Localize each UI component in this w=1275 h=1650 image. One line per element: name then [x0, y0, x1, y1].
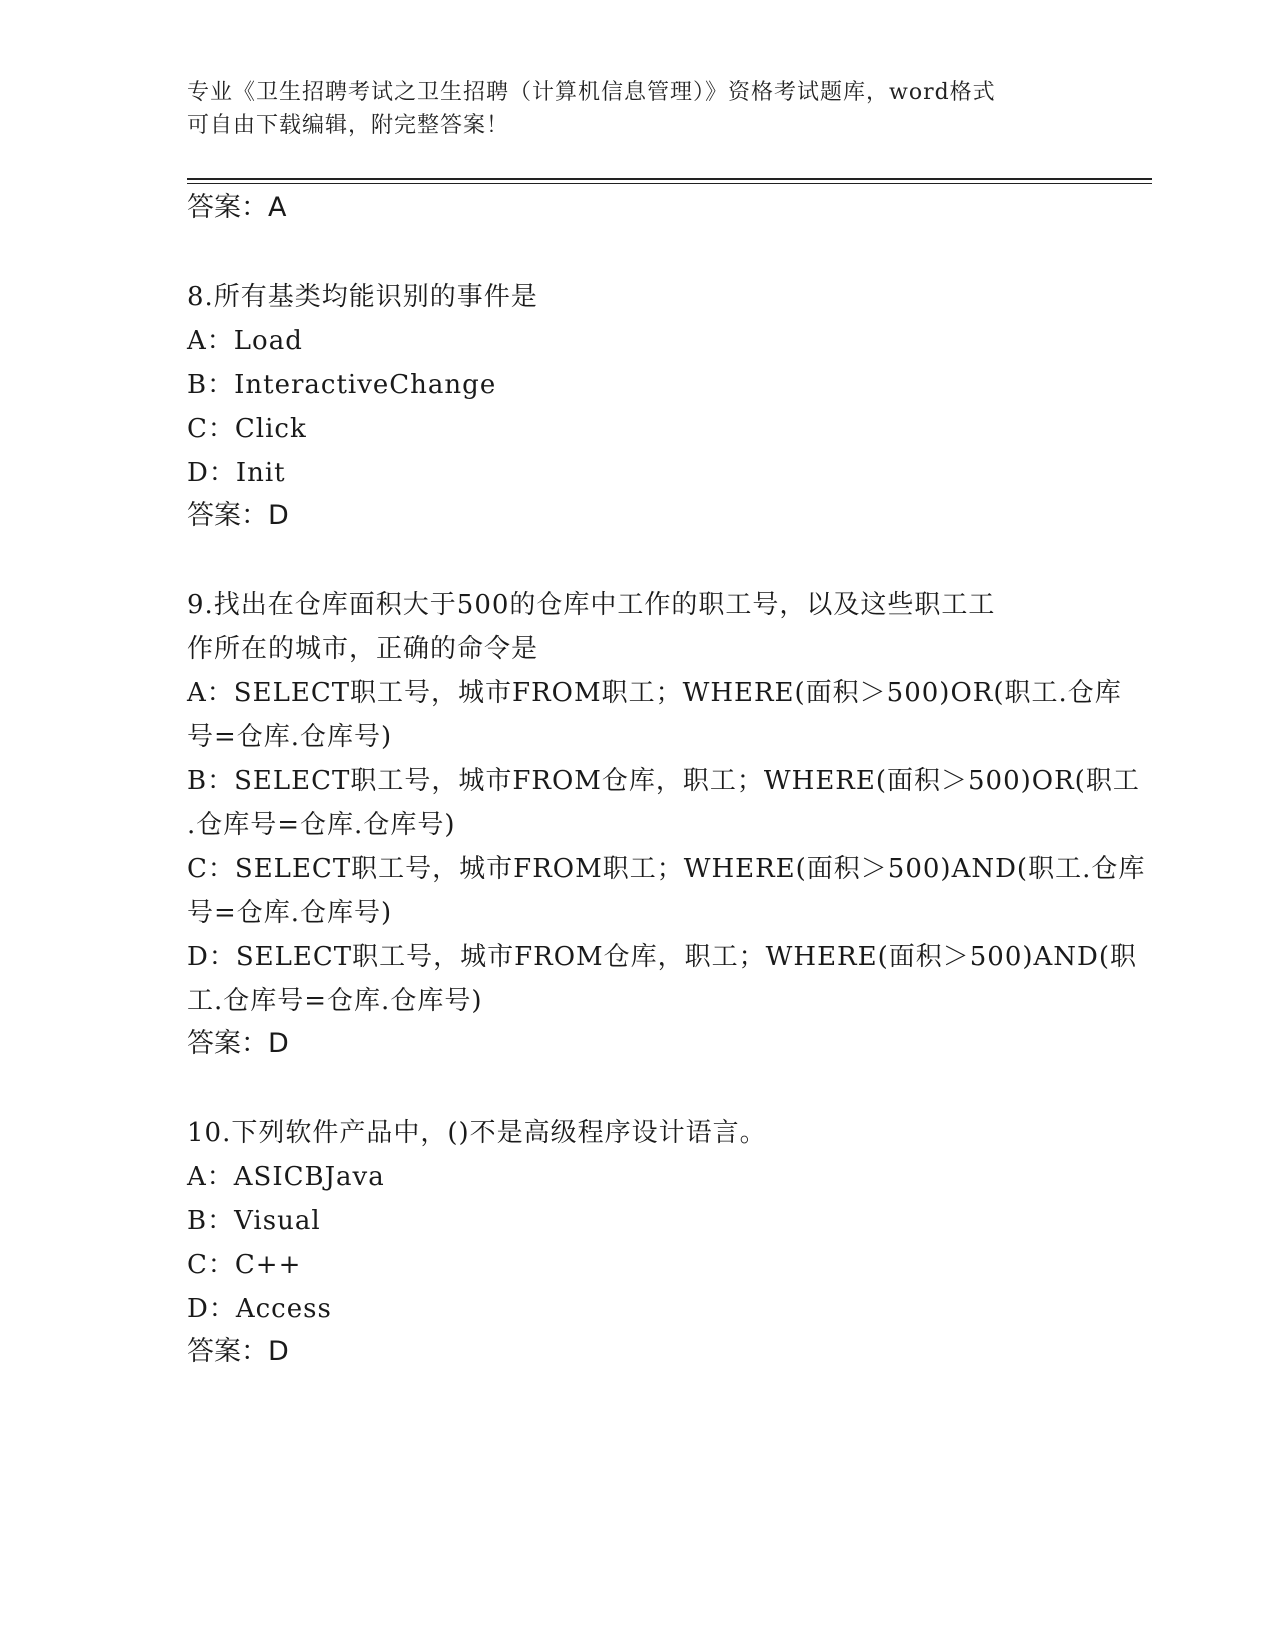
q10-option-b: B：Visual — [187, 1206, 321, 1236]
q9-question-line-1: 9.找出在仓库面积大于500的仓库中工作的职工号，以及这些职工工 — [187, 590, 996, 620]
q10-answer: 答案：D — [187, 1336, 289, 1367]
header-line-1: 专业《卫生招聘考试之卫生招聘（计算机信息管理）》资格考试题库，word格式 — [187, 80, 996, 105]
q10-option-c: C：C++ — [187, 1250, 302, 1280]
q9-answer: 答案：D — [187, 1028, 289, 1059]
q8-option-b: B：InteractiveChange — [187, 370, 497, 400]
q8-question: 8.所有基类均能识别的事件是 — [187, 282, 538, 312]
q8-option-a: A：Load — [187, 326, 303, 356]
header-divider-thin — [187, 183, 1152, 184]
document-header — [187, 76, 1067, 142]
q8-answer: 答案：D — [187, 500, 289, 531]
q10-option-a: A：ASICBJava — [187, 1162, 385, 1192]
q9-question-line-2: 作所在的城市，正确的命令是 — [187, 634, 539, 664]
q9-option-c-line-1: C：SELECT职工号，城市FROM职工；WHERE(面积＞500)AND(职工.仓库 — [187, 854, 1146, 884]
q9-option-a-line-1: A：SELECT职工号，城市FROM职工；WHERE(面积＞500)OR(职工.仓库 — [187, 678, 1122, 708]
q10-question: 10.下列软件产品中，()不是高级程序设计语言。 — [187, 1118, 767, 1148]
q9-option-c-line-2: 号=仓库.仓库号) — [187, 898, 393, 928]
q9-option-d-line-2: 工.仓库号=仓库.仓库号) — [187, 986, 483, 1016]
q9-option-d-line-1: D：SELECT职工号，城市FROM仓库，职工；WHERE(面积＞500)AND(职 — [187, 942, 1138, 972]
q8-option-c: C：Click — [187, 414, 307, 444]
q9-option-a-line-2: 号=仓库.仓库号) — [187, 722, 393, 752]
q9-option-b-line-2: .仓库号=仓库.仓库号) — [187, 810, 456, 840]
header-divider-thick — [187, 178, 1152, 180]
q9-option-b-line-1: B：SELECT职工号，城市FROM仓库，职工；WHERE(面积＞500)OR(职工 — [187, 766, 1140, 796]
q10-option-d: D：Access — [187, 1294, 332, 1324]
header-line-2: 可自由下载编辑，附完整答案！ — [187, 113, 510, 138]
q8-option-d: D：Init — [187, 458, 286, 488]
previous-answer: 答案：A — [187, 192, 287, 223]
